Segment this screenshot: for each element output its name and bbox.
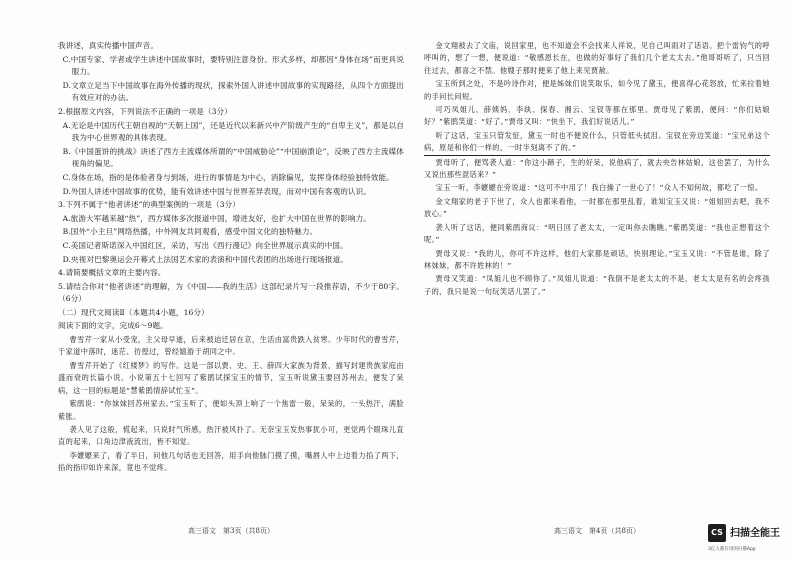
option-b: B.国外“小主旦”网络热播，中外网友共同观看，感受中国文化的独特魅力。 <box>62 227 318 237</box>
question-3: 3.下列不属于“他者讲述”的典型案例的一项是（3分） <box>58 200 240 210</box>
passage-paragraph: 贾母又笑道：“凤姐儿也不顾你了。”凤姐儿说道：“我倒不是老太太的不是，老太太是有名的会疼孩子的，我只是说一句玩笑话儿罢了。” <box>424 274 770 296</box>
question-4: 4.请简要概括文章的主要内容。 <box>58 268 166 278</box>
scanner-watermark <box>708 522 790 556</box>
option-b: B.《中国蛋饼的挑战》讲述了西方主流媒体所谓的“中国威胁论”“中国崩溃论”，反映了西方主流媒体视角的偏见。 <box>62 146 404 169</box>
option-a: A.无论是中国历代王朝自视的“天朝上国”，还是近代以来新兴中产阶级产生的“自卑主义”，都是以自我为中心世界观的具体表现。 <box>62 120 404 143</box>
right-page <box>424 40 770 510</box>
passage-paragraph: 紫鹃说：“你妹妹回苏州家去。”宝玉听了，便如头顶上响了一个焦雷一般，呆呆的，一头热汗，满脸紫胀。 <box>58 399 404 421</box>
option-d: D.文章立足当下中国故事在海外传播的现状，探索外国人讲述中国故事的实现路径，从四个方面提出有效应对的办法。 <box>62 80 404 103</box>
camscanner-logo-icon: CS <box>708 524 726 542</box>
passage-paragraph: 宝玉所到之处，不是吟诗作对，便是姊妹们说笑取乐，如今见了黛玉，便喜得心花怒放，忙来拉着她的手问长问短。 <box>424 79 770 101</box>
section-instruction: 阅读下面的文字，完成6～9题。 <box>58 321 168 331</box>
watermark-subtitle: 3亿人都在用的扫描App <box>708 547 756 552</box>
section-heading: （二）现代文阅读Ⅱ（本题共4小题，16分） <box>58 307 209 317</box>
option-c: C.身体在场，指的是体验者身与到场，进行的事情是为中心，消除偏见，发挥身体经验独特效能。 <box>62 172 394 182</box>
left-page <box>58 40 404 510</box>
option-c: C.美国记者斯诺深入中国红区，采访，写出《西行漫记》向全世界展示真实的中国。 <box>62 240 348 250</box>
passage-paragraph: 袭人听了这话，便同紫鹃商议：“明日回了老太太，一定叫你去瞧瞧。”紫鹃笑道：“我也正想着这个呢。” <box>424 222 770 245</box>
passage-paragraph: 可巧凤姐儿、薛姨妈、李纨、探春、湘云、宝钗等都在那里。贾母见了紫鹃，便问：“你们姑娘好？”紫鹃笑道：“好了。”贾母又叫：“快坐下，我们好说话儿。” <box>424 105 770 127</box>
passage-paragraph: 宝玉一听，李嬷嬷在旁说道：“这可不中用了！我白操了一世心了！”众人不知何故，都吃了一惊。 <box>435 183 763 193</box>
passage-paragraph: 贾母又说：“我的儿，你可不许这样，他们大家都是顽话，快别理论。”宝玉又说：“不管是谁，除了林妹妹，都不许姓林的！” <box>424 248 770 270</box>
passage-paragraph: 曹雪芹一家从小受宠，主父母早逝，后来被迫迁居在京，生活由富贵跌入贫寒。少年时代的曹雪芹，于家道中落时，迷茫、彷徨过，曾经嬉游于胡同之中。 <box>58 335 404 357</box>
option-d: D.央视对巴黎奥运会开幕式上法国艺术家的表演和中国代表团的出场进行现场报道。 <box>62 254 348 264</box>
option-a: A.旅游大军越来越“热”，西方媒体多次报道中国，增进友好，也扩大中国在世界的影响力。 <box>62 213 371 223</box>
passage-paragraph: 曹雪芹开始了《红楼梦》的写作。这是一部以贾、史、王、薛四大家族为背景，描写封建贵族家庭由盛而衰的长篇小说。小说第五十七回写了紫鹃试探宝玉的情节，宝玉听说黛玉要回苏州去，便发了呆病，这一回的标题是“慧紫鹃情辞试忙玉”。 <box>58 360 404 395</box>
option-c: C.中国专家、学者或学生讲述中国故事时，要特别注意身份、形式多样，却都因“身体在场”而更具说服力。 <box>62 54 404 77</box>
watermark-title: 扫描全能王 <box>730 528 780 539</box>
question-5: 5.请结合你对“他者讲述”的理解，为《中国——我的生活》这部纪录片写一段推荐语，不少于80字。（6分） <box>58 281 404 304</box>
passage-paragraph: 金文翔被去了文庙，说回家里，也不知道会不会找来人祥说，见自己叫雨对了话语。把个雷钧气的呼呼叫的，想了一想，便说道：“敬感恩长在，也做的好事好了我们几个老太太去。”他哥哥听了，只当回住过去，都喜之不禁。他嫂子那时便来了他上来见贾赦。 <box>424 41 770 75</box>
passage-paragraph: 金文翔家的老子下世了，众人也都来看他，一时都在那里乱着，谁知宝玉又说：“姐姐回去吧，我不放心。” <box>424 196 770 219</box>
question-2: 2.根据原文内容，下列说法不正确的一项是（3分） <box>58 106 232 116</box>
passage-paragraph: 贾母听了，便骂袭人道：“你这小蹄子，生的好呆，说他病了，就去央告林姑娘，这也罢了，为什么又说出那些混话来？” <box>424 157 770 180</box>
paragraph: 我讲述，真实传播中国声音。 <box>58 41 159 50</box>
page-footer: 高三语文 第3页（共8页） <box>188 527 274 535</box>
page-footer: 高三语文 第4页（共8页） <box>554 527 640 535</box>
passage-paragraph: 袭人见了这般，慌起来，只说时气所感，热汗被风扑了。无奈宝玉发热事犹小可，更觉两个眼珠儿直直的起来，口角边津液流出，皆不知觉。 <box>58 424 404 447</box>
passage-paragraph: 李嬷嬷来了，看了半日，问他几句话也无回答，用手向他脉门摸了摸，嘴唇人中上边着力掐了两下，掐的指印如许来深，竟也不觉疼。 <box>58 450 404 473</box>
underlined-passage-paragraph: 听了这话，宝玉只管发怔，黛玉一时也不便说什么，只管低头拭泪。宝钗在旁边笑道：“宝兄弟这个病，原是和你们一样的，一时半刻离不了的。” <box>424 130 770 156</box>
option-d: D.外国人讲述中国故事的优势，能有效讲述中国与世界差异表现，而对中国有客观的认识。 <box>62 186 372 196</box>
